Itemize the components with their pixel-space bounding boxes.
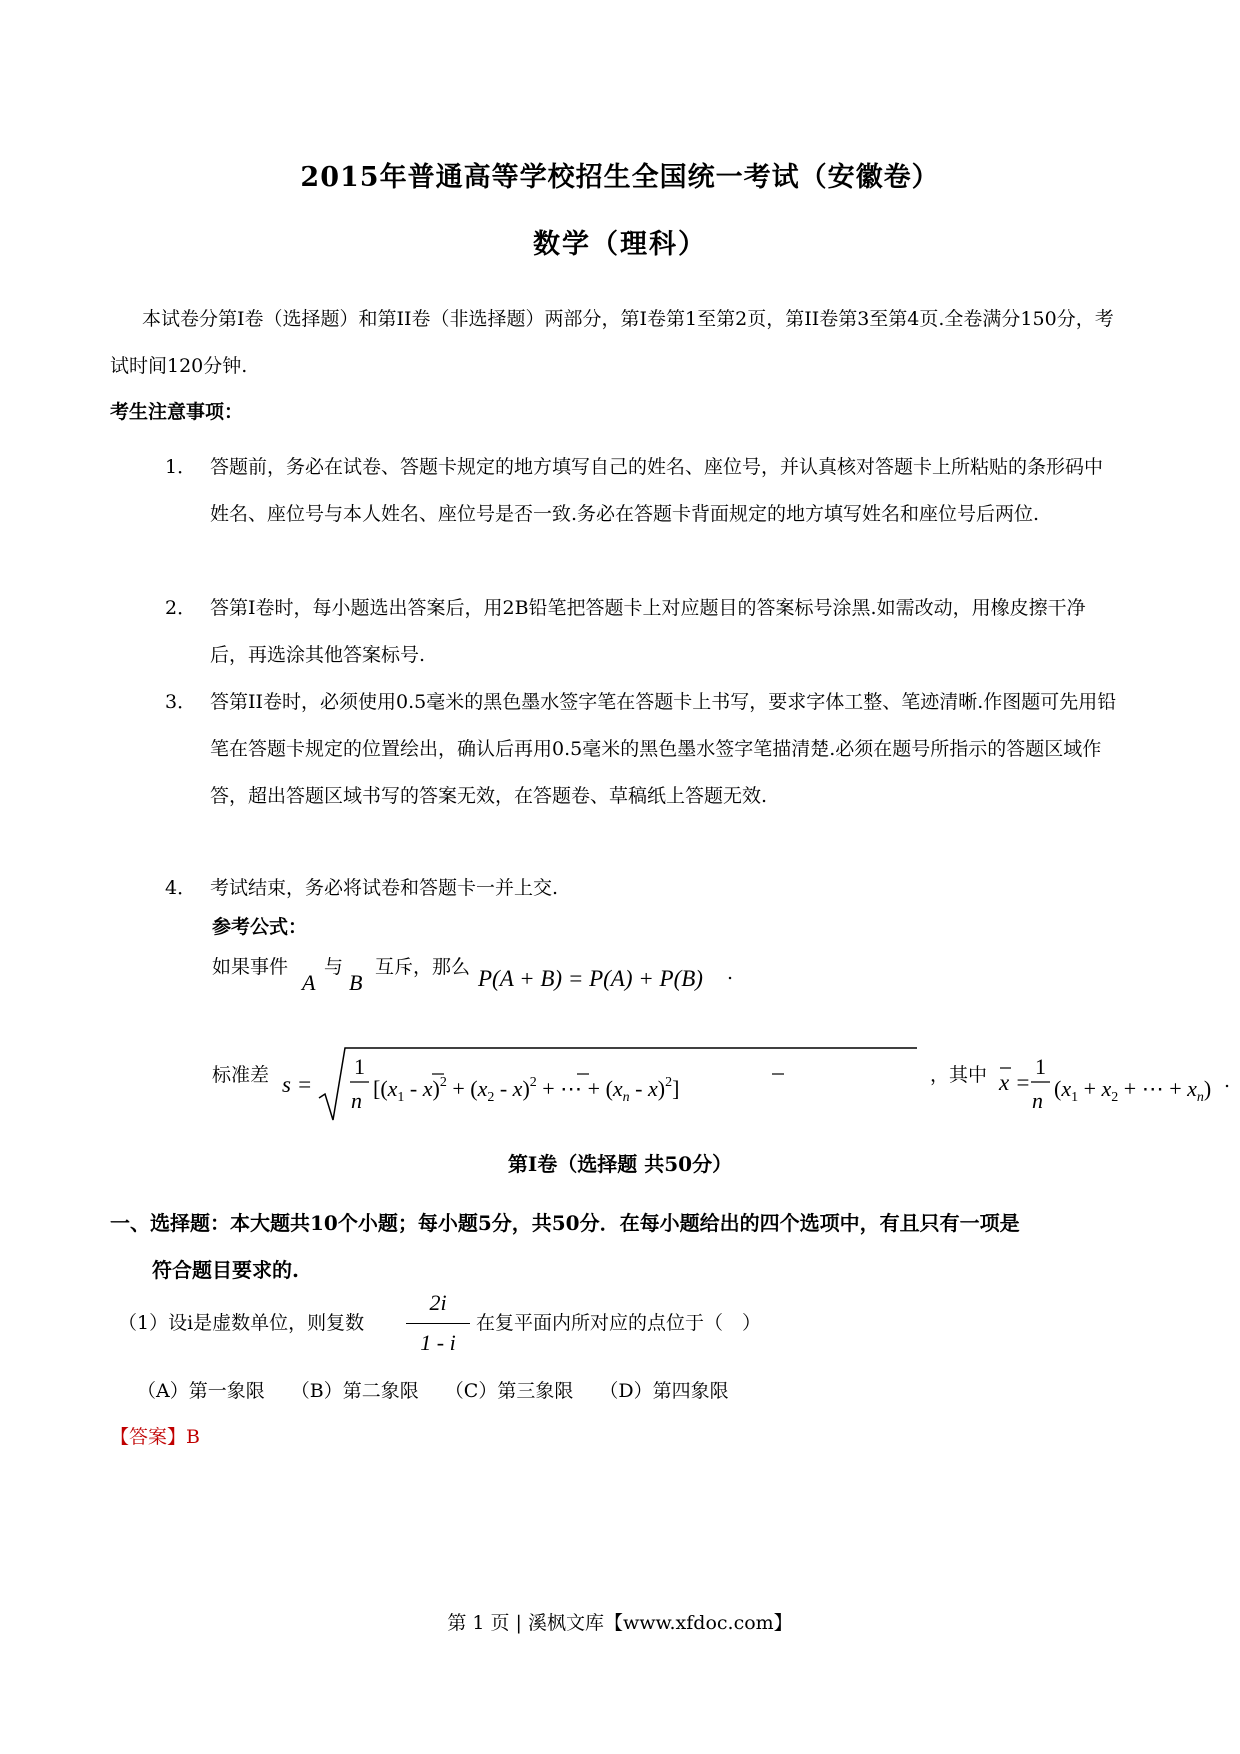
- formula-variable: B: [349, 970, 363, 995]
- note-text: 答第II卷时，必须使用0.5毫米的黑色墨水签字笔在答题卡上书写，要求字体工整、笔迹清晰.作图题可先用铅笔在答题卡规定的位置绘出，确认后再用0.5毫米的黑色墨水签字笔描清楚.必须在题号所指示的答题区域作答，超出答题区域书写的答案无效，在答题卷、草稿纸上答题无效.: [210, 691, 1117, 807]
- question-text: 在复平面内所对应的点位于（ ）: [476, 1312, 762, 1334]
- note-item-2: [165, 585, 1125, 679]
- note-number: 3．: [165, 691, 197, 713]
- option-c: （C）第三象限: [444, 1380, 574, 1402]
- formula-mutual-exclusion: [212, 950, 912, 1010]
- reference-heading: 参考公式：: [212, 916, 308, 938]
- note-number: 1．: [165, 456, 197, 478]
- part-title: 第Ⅰ卷（选择题 共50分）: [507, 1152, 733, 1176]
- formula-text: 互斥，那么: [375, 956, 471, 978]
- option-b: （B）第二象限: [290, 1380, 419, 1402]
- svg-text:(x1 + x2 + ⋯ + xn): ($x_1 + x_2$ + ⋯ + $x_n$): [1054, 1076, 1212, 1105]
- formula-text: 标准差: [212, 1064, 270, 1086]
- note-number: 4．: [165, 877, 197, 899]
- formula-text: 如果事件: [212, 956, 289, 978]
- svg-text:n: n: [1032, 1088, 1043, 1113]
- mean-formula: [998, 1040, 1231, 1130]
- svg-text:1: 1: [1035, 1054, 1046, 1079]
- formula-text: ，其中: [930, 1064, 988, 1086]
- formula-variable: s =: [282, 1072, 313, 1097]
- formula-variable: A: [302, 970, 316, 995]
- formula-standard-deviation: [212, 1040, 1231, 1130]
- note-item-3: [165, 679, 1125, 867]
- note-number: 2．: [165, 597, 197, 619]
- note-text: 答第I卷时，每小题选出答案后，用2B铅笔把答题卡上对应题目的答案标号涂黑.如需改动，用橡皮擦干净后，再选涂其他答案标号.: [210, 597, 1086, 666]
- answer-options: [137, 1376, 749, 1403]
- notice-heading: 考生注意事项：: [110, 401, 244, 423]
- intro-paragraph: 本试卷分第I卷（选择题）和第II卷（非选择题）两部分，第I卷第1至第2页，第II卷第3至第4页.全卷满分150分，考试时间120分钟.: [110, 308, 1114, 377]
- page-footer: 第 1 页 | 溪枫文库【www.xfdoc.com】: [447, 1612, 793, 1634]
- question-1: [118, 1290, 1018, 1370]
- document-title: 2015年普通高等学校招生全国统一考试（安徽卷）: [300, 162, 940, 193]
- svg-text:1: 1: [354, 1054, 365, 1079]
- formula-variable: x =: [999, 1070, 1031, 1095]
- fraction-numerator: 2i: [429, 1290, 447, 1315]
- svg-text:n: n: [351, 1088, 362, 1113]
- note-item-4: [165, 865, 1125, 912]
- standard-deviation-formula: [317, 1040, 927, 1130]
- fraction-denominator: 1 - i: [420, 1330, 456, 1355]
- section-heading-line: 一、选择题：本大题共10个小题；每小题5分，共50分．在每小题给出的四个选项中，有且只有一项是: [110, 1211, 1020, 1235]
- formula-text: .: [727, 962, 734, 984]
- formula-expression: P(A + B) = P(A) + P(B): [478, 966, 703, 991]
- option-d: （D）第四象限: [599, 1380, 729, 1402]
- option-a: （A）第一象限: [137, 1380, 265, 1402]
- note-text: 考试结束，务必将试卷和答题卡一并上交.: [210, 877, 559, 899]
- document-subtitle: 数学（理科）: [533, 229, 707, 260]
- answer-label: 【答案】B: [110, 1426, 200, 1448]
- formula-text: .: [1224, 1070, 1231, 1092]
- svg-text:[(x1 - x)2 + (x2 - x)2 + ⋯ + (: [$(x_1 - x)^2 + (x_2 - x)^2$ + ⋯ + $(x_n - x)^2$]: [373, 1075, 680, 1105]
- formula-text: 与: [324, 956, 344, 978]
- fraction-bar: [406, 1323, 470, 1324]
- note-text: 答题前，务必在试卷、答题卡规定的地方填写自己的姓名、座位号，并认真核对答题卡上所粘贴的条形码中姓名、座位号与本人姓名、座位号是否一致.务必在答题卡背面规定的地方填写姓名和座位号后两位.: [210, 456, 1104, 525]
- note-item-1: [165, 444, 1125, 585]
- section-heading: [110, 1200, 1140, 1294]
- section-heading-line: 符合题目要求的.: [152, 1258, 299, 1282]
- question-text: （1）设i是虚数单位，则复数: [118, 1312, 365, 1334]
